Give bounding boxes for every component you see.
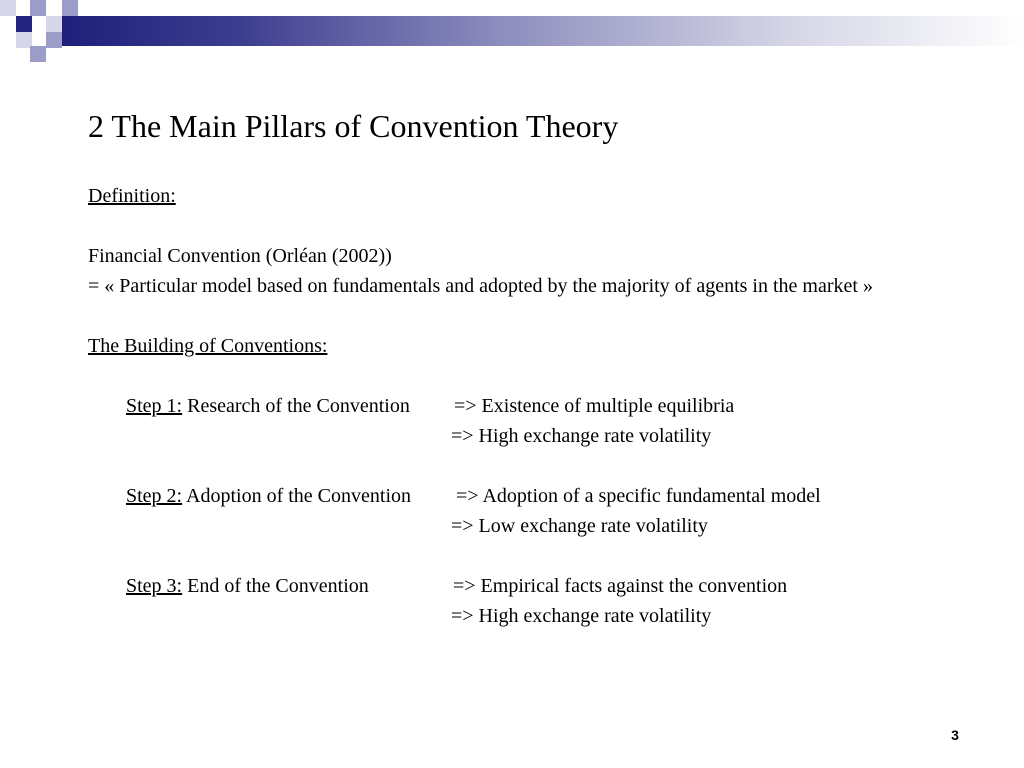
step-result: => High exchange rate volatility xyxy=(451,425,712,447)
page-number: 3 xyxy=(951,727,959,743)
definition-heading: Definition: xyxy=(88,185,176,207)
step-label: Step 1: xyxy=(126,395,183,417)
header-square xyxy=(0,0,16,16)
slide-title: 2 The Main Pillars of Convention Theory xyxy=(88,108,619,144)
header-decoration xyxy=(0,0,1024,62)
header-square xyxy=(62,0,78,16)
step-line xyxy=(126,574,369,598)
step-result: => Adoption of a specific fundamental model xyxy=(456,485,821,507)
step-result: => High exchange rate volatility xyxy=(451,605,712,627)
header-gradient-bar xyxy=(62,16,1024,46)
step-result: => Existence of multiple equilibria xyxy=(454,395,735,417)
header-square xyxy=(46,32,62,48)
definition-line: Financial Convention (Orléan (2002)) xyxy=(88,245,392,267)
step-text: Adoption of the Convention xyxy=(182,485,412,507)
step-text: Research of the Convention xyxy=(182,395,410,417)
header-square xyxy=(46,16,62,32)
step-label: Step 3: xyxy=(126,575,183,597)
header-square xyxy=(30,0,46,16)
step-result: => Empirical facts against the convention xyxy=(453,575,788,597)
step-result: => Low exchange rate volatility xyxy=(451,515,708,537)
step-line xyxy=(126,484,411,508)
header-square xyxy=(30,46,46,62)
step-line xyxy=(126,394,410,418)
step-text: End of the Convention xyxy=(182,575,369,597)
step-label: Step 2: xyxy=(126,485,183,507)
header-square xyxy=(16,16,32,32)
definition-line: = « Particular model based on fundamentals and adopted by the majority of agents in the market » xyxy=(88,275,873,297)
building-heading: The Building of Conventions: xyxy=(88,335,328,357)
